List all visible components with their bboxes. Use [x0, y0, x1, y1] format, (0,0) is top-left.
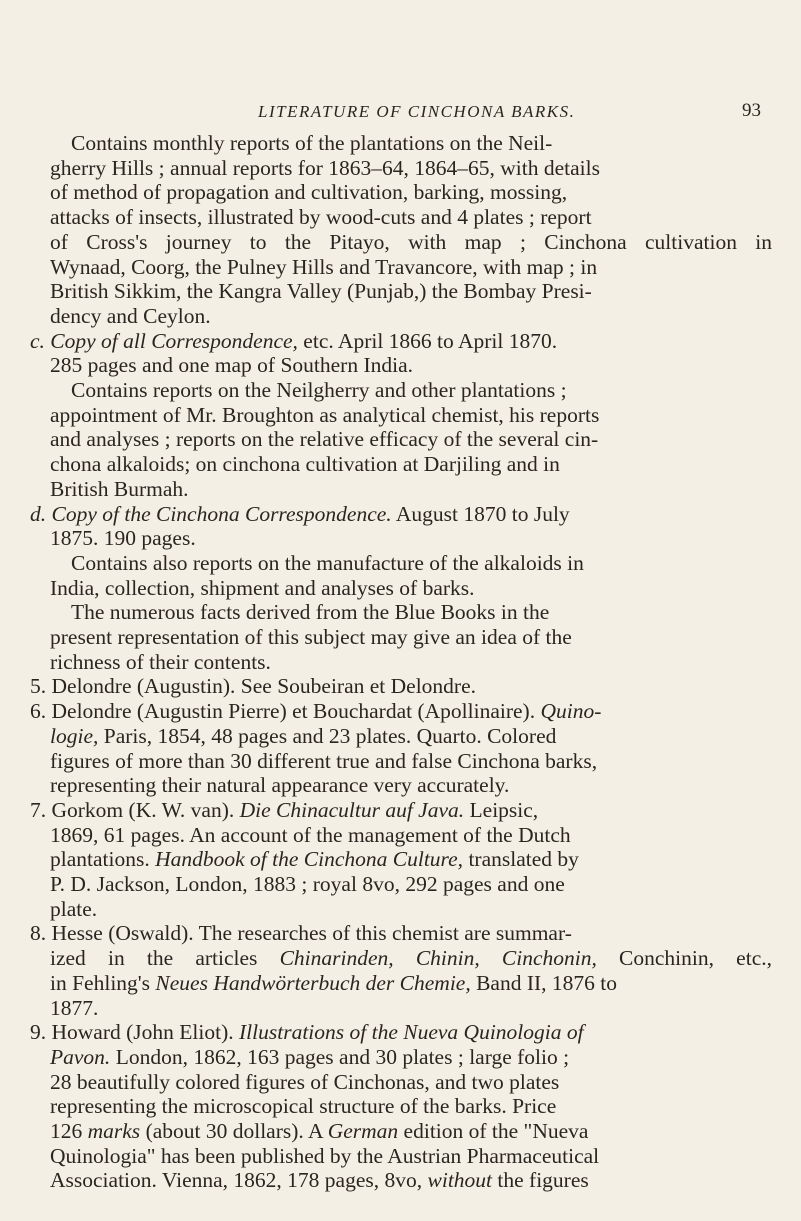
text-segment: Contains monthly reports of the plantations on the Neil-: [71, 131, 553, 155]
text-segment: attacks of insects, illustrated by wood-cuts and 4 plates ; report: [50, 205, 592, 230]
text-segment: etc. April 1866 to April 1870.: [297, 328, 558, 353]
text-segment: British Burmah.: [50, 476, 189, 501]
text-segment: (about 30 dollars). A: [140, 1119, 328, 1143]
text-segment: Paris, 1854, 48 pages and 23 plates. Quarto. Colored: [98, 723, 557, 748]
text-segment: edition of the "Nueva: [398, 1119, 589, 1143]
text-segment: 6. Delondre (Augustin Pierre) et Bouchardat (Apollinaire).: [30, 699, 541, 724]
italic-text: without: [427, 1168, 493, 1193]
italic-text: d. Copy of the Cinchona Correspondence.: [30, 501, 392, 526]
text-segment: The numerous facts derived from the Blue Books in the: [71, 600, 550, 625]
italic-text: Handbook of the Cinchona Culture,: [155, 847, 464, 872]
text-segment: 28 beautifully colored figures of Cinchonas, and two plates: [50, 1069, 560, 1094]
text-segment: appointment of Mr. Broughton as analytical chemist, his reports: [50, 402, 600, 427]
italic-text: logie,: [50, 723, 99, 748]
text-segment: 5. Delondre (Augustin). See Soubeiran et Delondre.: [30, 674, 477, 699]
text-segment: Leipsic,: [464, 797, 539, 822]
text-line: [50, 968, 617, 998]
italic-text: Pavon.: [50, 1044, 111, 1069]
text-segment: of method of propagation and cultivation, barking, mossing,: [50, 180, 568, 205]
text-segment: London, 1862, 163 pages and 30 plates ; large folio ;: [110, 1044, 570, 1069]
text-segment: richness of their contents.: [50, 649, 271, 674]
text-segment: Quinologia" has been published by the Austrian Pharmaceutical: [50, 1143, 600, 1168]
text-segment: Association. Vienna, 1862, 178 pages, 8vo,: [50, 1168, 428, 1193]
italic-text: Neues Handwörterbuch der Chemie,: [155, 970, 471, 995]
text-segment: Contains reports on the Neilgherry and other plantations ;: [71, 378, 567, 402]
text-segment: 9. Howard (John Eliot).: [30, 1020, 239, 1045]
text-segment: translated by: [463, 847, 579, 872]
text-segment: 7. Gorkom (K. W. van).: [30, 797, 240, 822]
italic-text: Chinarinden, Chinin, Cinchonin,: [279, 946, 597, 971]
italic-text: German: [327, 1119, 399, 1143]
text-segment: figures of more than 30 different true and false Cinchona barks,: [50, 748, 598, 773]
text-segment: plate.: [50, 896, 98, 921]
text-segment: plantations.: [50, 847, 156, 872]
italic-text: marks: [87, 1119, 141, 1143]
text-segment: and analyses ; reports on the relative efficacy of the several cin-: [50, 427, 599, 452]
text-segment: Contains also reports on the manufacture of the alkaloids in: [71, 550, 584, 575]
page-number: 93: [742, 100, 761, 121]
text-segment: Conchinin, etc.,: [596, 946, 772, 971]
text-segment: 1875. 190 pages.: [50, 526, 196, 551]
text-segment: chona alkaloids; on cinchona cultivation at Darjiling and in: [50, 452, 560, 477]
text-segment: of Cross's journey to the Pitayo, with map ; Cinchona cultivation in: [50, 229, 772, 254]
text-segment: 126: [50, 1119, 88, 1143]
italic-text: Quino-: [540, 699, 602, 724]
text-line: [50, 869, 565, 899]
italic-text: Die Chinacultur auf Java.: [239, 797, 465, 822]
page-header: [0, 94, 801, 124]
italic-text: c. Copy of all Correspondence,: [30, 328, 298, 353]
text-segment: the figures: [492, 1168, 589, 1193]
text-segment: British Sikkim, the Kangra Valley (Punjab,) the Bombay Presi-: [50, 279, 592, 304]
text-segment: representing the microscopical structure of the barks. Price: [50, 1094, 557, 1119]
text-segment: gherry Hills ; annual reports for 1863–64, 1864–65, with details: [50, 155, 600, 180]
text-segment: ized in the articles: [50, 946, 280, 971]
text-segment: 1877.: [50, 995, 99, 1020]
text-segment: 8. Hesse (Oswald). The researches of this chemist are summar-: [30, 921, 572, 946]
text-line: [50, 1165, 589, 1195]
text-segment: 1869, 61 pages. An account of the management of the Dutch: [50, 822, 571, 847]
text-segment: Wynaad, Coorg, the Pulney Hills and Travancore, with map ; in: [50, 254, 598, 279]
running-title: LITERATURE OF CINCHONA BARKS.: [258, 102, 576, 121]
text-segment: 285 pages and one map of Southern India.: [50, 353, 414, 378]
text-segment: present representation of this subject may give an idea of the: [50, 625, 572, 649]
text-segment: representing their natural appearance very accurately.: [50, 773, 510, 798]
text-segment: dency and Ceylon.: [50, 303, 211, 328]
text-segment: August 1870 to July: [391, 501, 570, 526]
italic-text: Illustrations of the Nueva Quinologia of: [239, 1020, 584, 1045]
text-segment: P. D. Jackson, London, 1883 ; royal 8vo, 292 pages and one: [50, 872, 565, 896]
text-segment: Band II, 1876 to: [470, 970, 618, 995]
text-segment: India, collection, shipment and analyses of barks.: [50, 575, 475, 600]
text-segment: in Fehling's: [50, 970, 156, 995]
